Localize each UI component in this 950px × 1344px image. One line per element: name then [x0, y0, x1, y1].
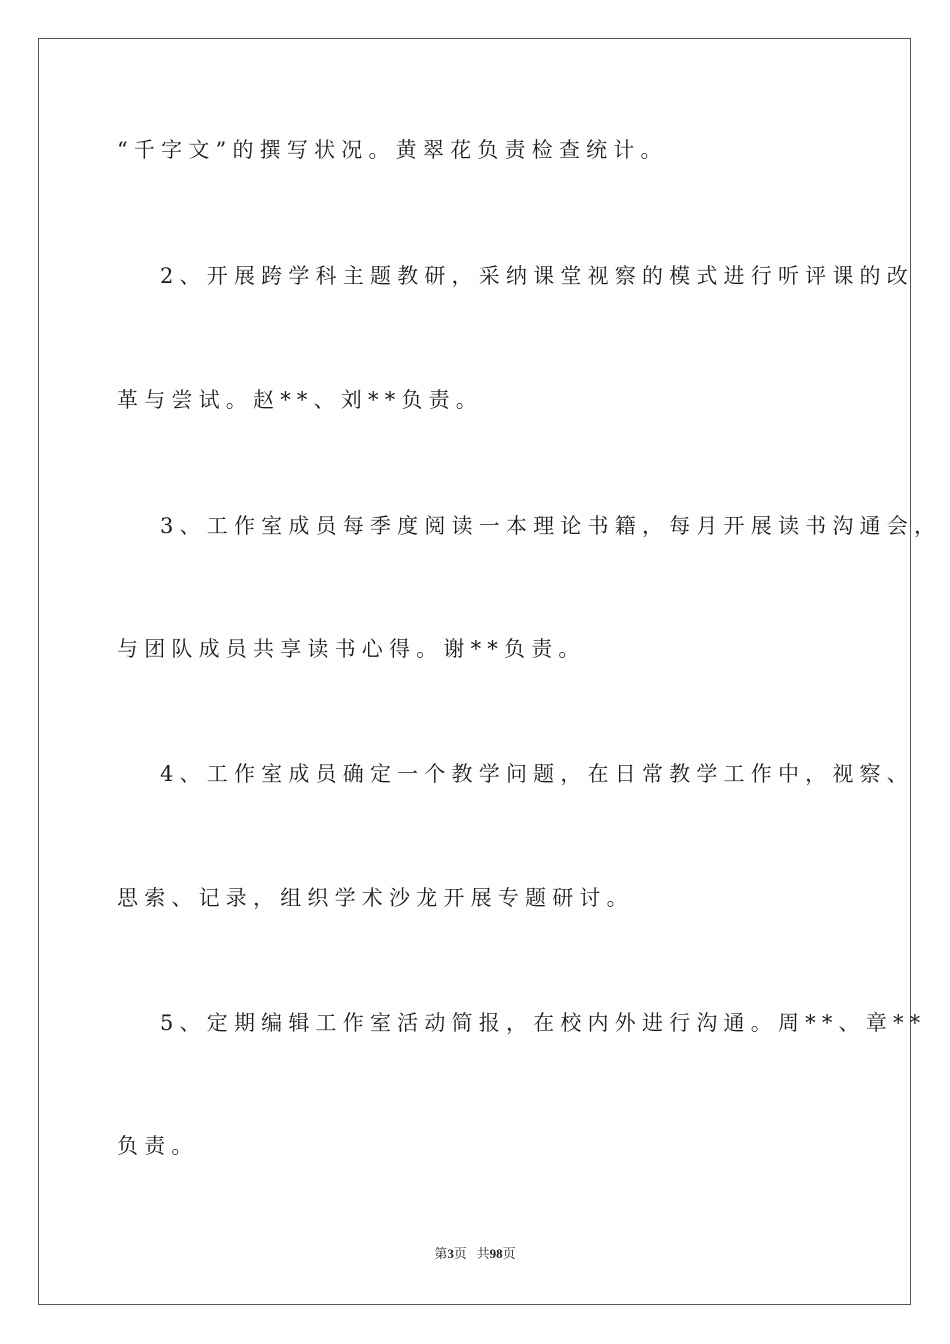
footer-page-prefix: 第 [434, 1246, 448, 1261]
paragraph-line-3: 革与尝试。赵**、刘**负责。 [117, 388, 483, 412]
page-footer [0, 1245, 950, 1263]
paragraph-line-9: 负责。 [117, 1134, 199, 1158]
paragraph-line-7: 思索、记录，组织学术沙龙开展专题研讨。 [117, 886, 634, 910]
footer-total-suffix: 页 [502, 1246, 516, 1261]
paragraph-line-1: “千字文”的撰写状况。黄翠花负责检查统计。 [117, 138, 668, 162]
page-border [38, 38, 911, 1305]
paragraph-line-2: 2、开展跨学科主题教研，采纳课堂视察的模式进行听评课的改 [160, 264, 914, 288]
footer-page-number: 3 [447, 1246, 454, 1261]
footer-page-suffix: 页 [453, 1246, 467, 1261]
footer-total-pages: 98 [489, 1246, 503, 1261]
paragraph-line-4: 3、工作室成员每季度阅读一本理论书籍，每月开展读书沟通会， [160, 514, 942, 538]
footer-total-prefix: 共 [476, 1246, 490, 1261]
paragraph-line-6: 4、工作室成员确定一个教学问题，在日常教学工作中，视察、 [160, 762, 914, 786]
paragraph-line-8: 5、定期编辑工作室活动简报，在校内外进行沟通。周**、章** [160, 1011, 927, 1035]
paragraph-line-5: 与团队成员共享读书心得。谢**负责。 [117, 637, 586, 661]
